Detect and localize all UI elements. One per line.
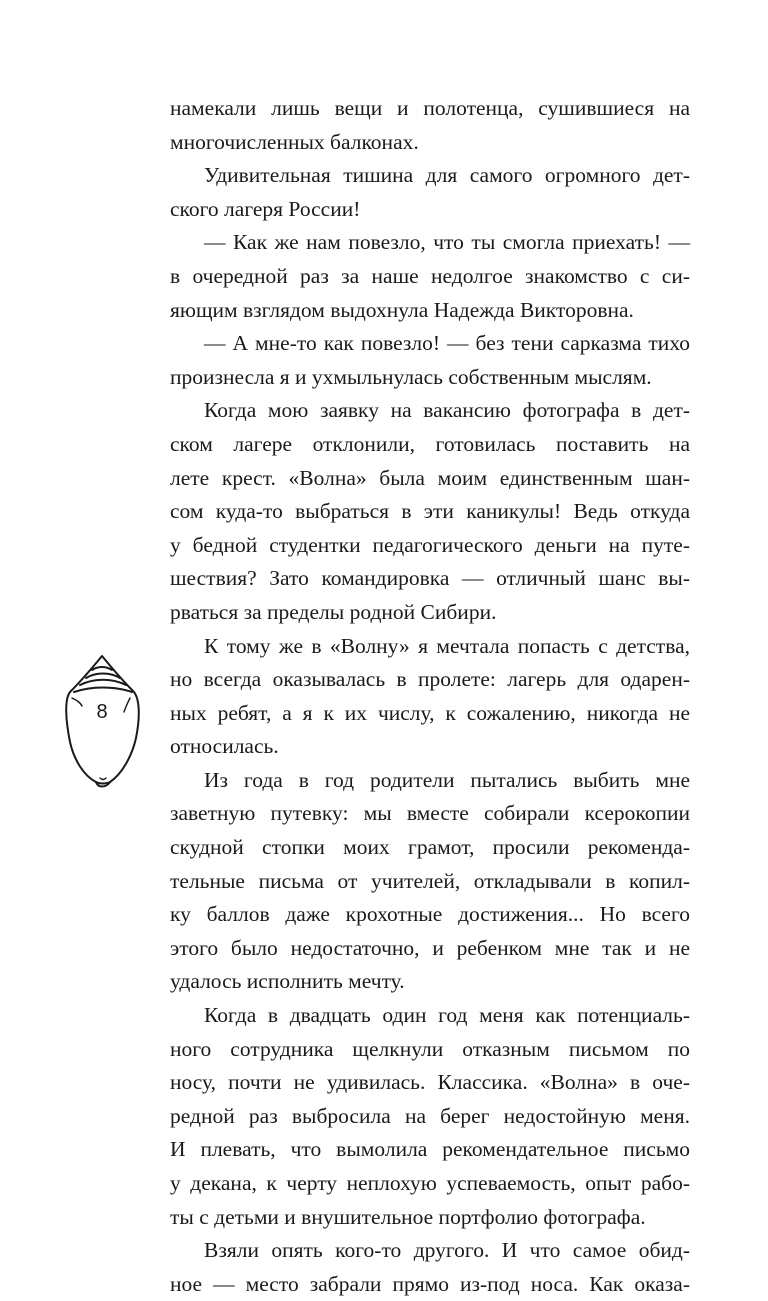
paragraph bbox=[170, 327, 690, 394]
text-line: удалось исполнить мечту. bbox=[170, 969, 405, 994]
text-line: намекали лишь вещи и полотенца, сушившиеся на bbox=[170, 96, 690, 120]
text-line: — Как же нам повезло, что ты смогла приехать! — bbox=[204, 230, 690, 255]
paragraph bbox=[170, 92, 690, 159]
paragraph bbox=[170, 630, 690, 764]
paragraph bbox=[170, 159, 690, 226]
text-line: тельные письма от учителей, откладывали в копил- bbox=[170, 868, 690, 893]
paragraph bbox=[170, 394, 690, 629]
text-line: И плевать, что вымолила рекомендательное письмо bbox=[170, 1137, 690, 1162]
text-line: Когда мою заявку на вакансию фотографа в дет- bbox=[204, 398, 690, 423]
text-line: скудной стопки моих грамот, просили рекоменда- bbox=[170, 835, 690, 860]
text-line: сом куда-то выбраться в эти каникулы! Ведь откуда bbox=[170, 499, 690, 524]
paragraph bbox=[170, 999, 690, 1234]
text-line: ного сотрудника щелкнули отказным письмом по bbox=[170, 1036, 690, 1061]
text-line: шествия? Зато командировка — отличный шанс вы- bbox=[170, 566, 690, 591]
text-line: Из года в год родители пытались выбить мне bbox=[204, 767, 690, 792]
text-line: заветную путевку: мы вместе собирали ксерокопии bbox=[170, 801, 690, 826]
page-body-text bbox=[170, 92, 690, 1301]
page-number-marker bbox=[62, 652, 142, 792]
text-line: ных ребят, а я к их числу, к сожалению, никогда не bbox=[170, 700, 690, 725]
paragraph bbox=[170, 764, 690, 999]
text-line: но всегда оказывалась в пролете: лагерь для одарен- bbox=[170, 667, 690, 692]
text-line: этого было недостаточно, и ребенком мне так и не bbox=[170, 935, 690, 960]
text-line: — А мне-то как повезло! — без тени сарказма тихо bbox=[204, 331, 690, 356]
text-line: ку баллов даже крохотные достижения... Но всего bbox=[170, 902, 690, 927]
text-line: яющим взглядом выдохнула Надежда Викторовна. bbox=[170, 297, 634, 322]
text-line: в очередной раз за наше недолгое знакомство с си- bbox=[170, 263, 690, 288]
text-line: многочисленных балконах. bbox=[170, 129, 419, 154]
text-line: редной раз выбросила на берег недостойную меня. bbox=[170, 1103, 690, 1128]
text-line: у бедной студентки педагогического деньги на путе- bbox=[170, 532, 690, 557]
text-line: Удивительная тишина для самого огромного дет- bbox=[204, 163, 690, 188]
text-line: Взяли опять кого-то другого. И что самое обид- bbox=[204, 1238, 690, 1263]
text-line: лете крест. «Волна» была моим единственным шан- bbox=[170, 465, 690, 490]
text-line: ты с детьми и внушительное портфолио фотографа. bbox=[170, 1204, 646, 1229]
page-number: 8 bbox=[96, 701, 108, 723]
text-line: ского лагеря России! bbox=[170, 196, 361, 221]
text-line: Когда в двадцать один год меня как потенциаль- bbox=[204, 1003, 690, 1028]
text-line: произнесла я и ухмыльнулась собственным мыслям. bbox=[170, 364, 652, 389]
text-line: носу, почти не удивилась. Классика. «Волна» в оче- bbox=[170, 1070, 690, 1095]
paragraph bbox=[170, 1234, 690, 1301]
paragraph bbox=[170, 226, 690, 327]
text-line: ное — место забрали прямо из-под носа. Как оказа- bbox=[170, 1271, 690, 1296]
text-line: ском лагере отклонили, готовилась поставить на bbox=[170, 431, 690, 456]
text-line: у декана, к черту неплохую успеваемость, опыт рабо- bbox=[170, 1171, 690, 1195]
text-line: рваться за пределы родной Сибири. bbox=[170, 599, 497, 624]
text-line: К тому же в «Волну» я мечтала попасть с детства, bbox=[204, 633, 690, 658]
text-line: относилась. bbox=[170, 734, 279, 759]
